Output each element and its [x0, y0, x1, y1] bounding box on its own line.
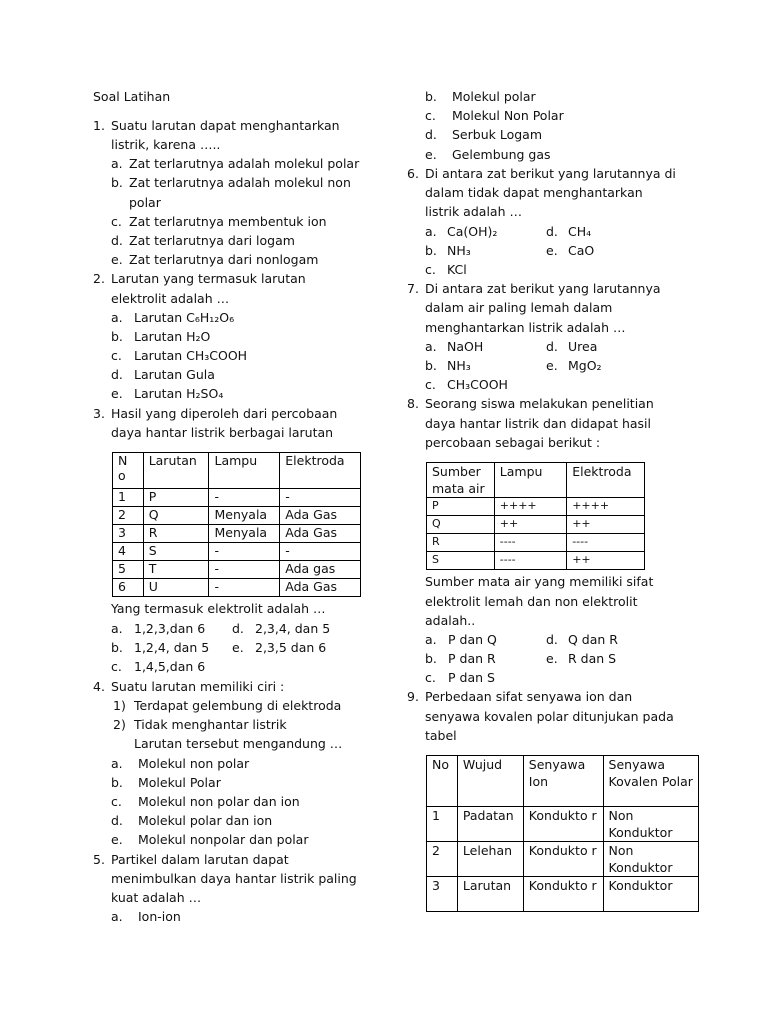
- q6-text-cont: dalam tidak dapat menghantarkan: [425, 185, 643, 200]
- q3-prompt: Yang termasuk elektrolit adalah …: [111, 601, 326, 616]
- table-cell: ++: [567, 552, 645, 570]
- q3-option-a: 1,2,3,dan 6: [134, 621, 206, 636]
- table-cell: R: [427, 534, 495, 552]
- q5-option-d-letter: d.: [425, 127, 437, 142]
- q9-text: Perbedaan sifat senyawa ion dan: [425, 689, 633, 704]
- q5-option-a: Ion-ion: [138, 909, 181, 924]
- q6-option-a: Ca(OH)₂: [447, 224, 498, 239]
- q8-option-a: P dan Q: [448, 632, 497, 647]
- q4-number: 4.: [93, 679, 105, 694]
- q1-option-c: Zat terlarutnya membentuk ion: [129, 214, 327, 229]
- table-header-cell: Elektroda: [280, 453, 361, 489]
- table-header-cell: No: [427, 756, 458, 807]
- q7-option-d: Urea: [568, 339, 598, 354]
- table-row: [427, 807, 699, 842]
- q5-option-e: Gelembung gas: [452, 147, 551, 162]
- q8-prompt-cont: elektrolit lemah dan non elektrolit: [425, 594, 638, 609]
- q4-option-d: Molekul polar dan ion: [138, 813, 273, 828]
- q2-text: Larutan yang termasuk larutan: [111, 271, 306, 286]
- table-cell: 1: [427, 807, 458, 842]
- table-cell: ++++: [494, 498, 566, 516]
- q1-option-e-letter: e.: [111, 252, 123, 267]
- table-cell: Q: [427, 516, 495, 534]
- table-header-row: [427, 463, 645, 498]
- q4-option-d-letter: d.: [111, 813, 123, 828]
- q3-text: Hasil yang diperoleh dari percobaan: [111, 406, 338, 421]
- q1-option-a-letter: a.: [111, 156, 123, 171]
- q1-option-b: Zat terlarutnya adalah molekul non: [129, 175, 351, 190]
- table-cell: -: [209, 489, 280, 507]
- q7-option-e: MgO₂: [568, 358, 602, 373]
- q4-clue-1-number: 1): [113, 698, 126, 713]
- q4-option-a-letter: a.: [111, 756, 123, 771]
- q4-option-e-letter: e.: [111, 832, 123, 847]
- q8-prompt: Sumber mata air yang memiliki sifat: [425, 574, 654, 589]
- q1-option-e: Zat terlarutnya dari nonlogam: [129, 252, 319, 267]
- table-cell: ++: [494, 516, 566, 534]
- q4-option-c: Molekul non polar dan ion: [138, 794, 300, 809]
- q1-option-d: Zat terlarutnya dari logam: [129, 233, 295, 248]
- q4-clue-1: Terdapat gelembung di elektroda: [134, 698, 342, 713]
- q8-option-c-letter: c.: [425, 670, 436, 685]
- q5-option-d: Serbuk Logam: [452, 127, 542, 142]
- q6-option-e-letter: e.: [546, 243, 558, 258]
- table-cell: ++++: [567, 498, 645, 516]
- table-cell: 6: [113, 579, 144, 597]
- q5-option-b-letter: b.: [425, 89, 437, 104]
- table-row: [427, 842, 699, 877]
- q8-option-e-letter: e.: [546, 651, 558, 666]
- q8-option-a-letter: a.: [425, 632, 437, 647]
- q5-text-cont2: kuat adalah …: [111, 890, 202, 905]
- q7-option-a: NaOH: [447, 339, 484, 354]
- table-cell: Non Konduktor: [603, 842, 698, 877]
- table-cell: 4: [113, 543, 144, 561]
- q6-number: 6.: [407, 166, 419, 181]
- table-cell: ----: [494, 552, 566, 570]
- q4-option-e: Molekul nonpolar dan polar: [138, 832, 309, 847]
- q5-option-b: Molekul polar: [452, 89, 536, 104]
- q4-option-b-letter: b.: [111, 775, 123, 790]
- table-header-cell: Larutan: [143, 453, 209, 489]
- table-cell: -: [280, 489, 361, 507]
- q1-text: Suatu larutan dapat menghantarkan: [111, 118, 340, 133]
- q8-option-e: R dan S: [568, 651, 617, 666]
- table-cell: Q: [143, 507, 209, 525]
- q5-text: Partikel dalam larutan dapat: [111, 852, 289, 867]
- q3-table: [112, 452, 361, 597]
- table-cell: Kondukto r: [523, 807, 603, 842]
- q8-text-cont2: percobaan sebagai berikut :: [425, 435, 601, 450]
- table-cell: Ada Gas: [280, 507, 361, 525]
- table-cell: 5: [113, 561, 144, 579]
- table-cell: -: [209, 579, 280, 597]
- q6-option-e: CaO: [568, 243, 595, 258]
- table-row: [113, 489, 361, 507]
- q8-option-d: Q dan R: [568, 632, 618, 647]
- table-cell: Ada gas: [280, 561, 361, 579]
- q4-prompt: Larutan tersebut mengandung …: [134, 736, 343, 751]
- q6-text: Di antara zat berikut yang larutannya di: [425, 166, 676, 181]
- table-cell: P: [143, 489, 209, 507]
- table-cell: S: [143, 543, 209, 561]
- table-cell: Ada Gas: [280, 525, 361, 543]
- table-header-cell: Lampu: [494, 463, 566, 498]
- q2-option-d-letter: d.: [111, 367, 123, 382]
- table-cell: Lelehan: [457, 842, 523, 877]
- q8-table: [426, 462, 645, 570]
- q4-option-c-letter: c.: [111, 794, 122, 809]
- q8-option-d-letter: d.: [546, 632, 558, 647]
- q2-option-a: Larutan C₆H₁₂O₆: [134, 310, 235, 325]
- q4-text: Suatu larutan memiliki ciri :: [111, 679, 285, 694]
- q3-option-e-letter: e.: [232, 640, 244, 655]
- table-cell: Menyala: [209, 507, 280, 525]
- table-cell: ----: [567, 534, 645, 552]
- table-cell: Padatan: [457, 807, 523, 842]
- table-cell: 1: [113, 489, 144, 507]
- table-cell: 3: [427, 877, 458, 912]
- table-header-row: [113, 453, 361, 489]
- q2-number: 2.: [93, 271, 105, 286]
- q6-option-c-letter: c.: [425, 262, 436, 277]
- q6-option-a-letter: a.: [425, 224, 437, 239]
- q4-clue-2-number: 2): [113, 717, 126, 732]
- q3-option-c-letter: c.: [111, 659, 122, 674]
- table-header-cell: N o: [113, 453, 144, 489]
- q9-number: 9.: [407, 689, 419, 704]
- q7-text-cont2: menghantarkan listrik adalah …: [425, 320, 626, 335]
- table-cell: Kondukto r: [523, 842, 603, 877]
- table-cell: -: [280, 543, 361, 561]
- q3-option-d-letter: d.: [232, 621, 244, 636]
- table-header-cell: Lampu: [209, 453, 280, 489]
- q3-option-e: 2,3,5 dan 6: [255, 640, 327, 655]
- table-cell: 2: [427, 842, 458, 877]
- q5-option-e-letter: e.: [425, 147, 437, 162]
- page-title: Soal Latihan: [93, 89, 171, 104]
- q5-number: 5.: [93, 852, 105, 867]
- q1-option-c-letter: c.: [111, 214, 122, 229]
- q4-clue-2: Tidak menghantar listrik: [134, 717, 287, 732]
- q7-option-e-letter: e.: [546, 358, 558, 373]
- q4-option-a: Molekul non polar: [138, 756, 250, 771]
- table-cell: -: [209, 543, 280, 561]
- table-cell: Non Konduktor: [603, 807, 698, 842]
- table-cell: 3: [113, 525, 144, 543]
- q9-text-cont2: tabel: [425, 728, 457, 743]
- table-cell: 2: [113, 507, 144, 525]
- table-header-cell: Elektroda: [567, 463, 645, 498]
- table-cell: Menyala: [209, 525, 280, 543]
- q7-number: 7.: [407, 281, 419, 296]
- table-header-cell: Sumber mata air: [427, 463, 495, 498]
- table-cell: T: [143, 561, 209, 579]
- q4-option-b: Molekul Polar: [138, 775, 221, 790]
- q8-prompt-cont2: adalah..: [425, 613, 476, 628]
- q6-option-b: NH₃: [447, 243, 471, 258]
- q5-option-a-letter: a.: [111, 909, 123, 924]
- q2-option-a-letter: a.: [111, 310, 123, 325]
- table-row: [113, 507, 361, 525]
- table-row: [427, 534, 645, 552]
- q6-option-c: KCl: [447, 262, 467, 277]
- table-cell: ----: [494, 534, 566, 552]
- q9-table: [426, 755, 699, 912]
- table-row: [427, 516, 645, 534]
- table-row: [113, 543, 361, 561]
- q5-text-cont: menimbulkan daya hantar listrik paling: [111, 871, 357, 886]
- table-header-cell: Senyawa Kovalen Polar: [603, 756, 698, 807]
- q3-option-b-letter: b.: [111, 640, 123, 655]
- q2-option-c-letter: c.: [111, 348, 122, 363]
- q6-option-d: CH₄: [568, 224, 592, 239]
- q2-option-e-letter: e.: [111, 386, 123, 401]
- q6-option-d-letter: d.: [546, 224, 558, 239]
- q8-text-cont: daya hantar listrik dan didapat hasil: [425, 416, 651, 431]
- q3-number: 3.: [93, 406, 105, 421]
- table-cell: ++: [567, 516, 645, 534]
- q5-option-c-letter: c.: [425, 108, 436, 123]
- q3-option-b: 1,2,4, dan 5: [134, 640, 210, 655]
- q5-option-c: Molekul Non Polar: [452, 108, 564, 123]
- table-cell: P: [427, 498, 495, 516]
- q7-option-c: CH₃COOH: [447, 377, 508, 392]
- q6-text-cont2: listrik adalah …: [425, 204, 522, 219]
- q7-option-a-letter: a.: [425, 339, 437, 354]
- table-cell: R: [143, 525, 209, 543]
- q7-option-b-letter: b.: [425, 358, 437, 373]
- q8-option-c: P dan S: [448, 670, 495, 685]
- table-row: [113, 525, 361, 543]
- table-header-row: [427, 756, 699, 807]
- table-cell: -: [209, 561, 280, 579]
- q2-option-d: Larutan Gula: [134, 367, 215, 382]
- table-row: [113, 579, 361, 597]
- q2-option-c: Larutan CH₃COOH: [134, 348, 248, 363]
- table-cell: U: [143, 579, 209, 597]
- table-header-cell: Wujud: [457, 756, 523, 807]
- q1-option-b-cont: polar: [129, 195, 161, 210]
- q1-option-d-letter: d.: [111, 233, 123, 248]
- q7-text: Di antara zat berikut yang larutannya: [425, 281, 661, 296]
- q8-option-b-letter: b.: [425, 651, 437, 666]
- q1-text-cont: listrik, karena …..: [111, 137, 221, 152]
- table-row: [427, 877, 699, 912]
- q7-option-c-letter: c.: [425, 377, 436, 392]
- q2-option-b-letter: b.: [111, 329, 123, 344]
- q9-text-cont: senyawa kovalen polar ditunjukan pada: [425, 709, 674, 724]
- q3-option-c: 1,4,5,dan 6: [134, 659, 206, 674]
- q1-number: 1.: [93, 118, 105, 133]
- q3-text-cont: daya hantar listrik berbagai larutan: [111, 425, 334, 440]
- table-cell: Ada Gas: [280, 579, 361, 597]
- table-cell: Konduktor: [603, 877, 698, 912]
- q8-number: 8.: [407, 396, 419, 411]
- table-cell: S: [427, 552, 495, 570]
- q6-option-b-letter: b.: [425, 243, 437, 258]
- q8-text: Seorang siswa melakukan penelitian: [425, 396, 654, 411]
- q3-option-d: 2,3,4, dan 5: [255, 621, 331, 636]
- table-row: [113, 561, 361, 579]
- q2-option-b: Larutan H₂O: [134, 329, 211, 344]
- table-row: [427, 498, 645, 516]
- table-cell: Larutan: [457, 877, 523, 912]
- q8-option-b: P dan R: [448, 651, 496, 666]
- q1-option-a: Zat terlarutnya adalah molekul polar: [129, 156, 360, 171]
- q2-option-e: Larutan H₂SO₄: [134, 386, 224, 401]
- q2-text-cont: elektrolit adalah …: [111, 291, 230, 306]
- q1-option-b-letter: b.: [111, 175, 123, 190]
- table-cell: Kondukto r: [523, 877, 603, 912]
- q7-option-d-letter: d.: [546, 339, 558, 354]
- q3-option-a-letter: a.: [111, 621, 123, 636]
- q7-text-cont: dalam air paling lemah dalam: [425, 300, 613, 315]
- table-row: [427, 552, 645, 570]
- table-header-cell: Senyawa Ion: [523, 756, 603, 807]
- q7-option-b: NH₃: [447, 358, 471, 373]
